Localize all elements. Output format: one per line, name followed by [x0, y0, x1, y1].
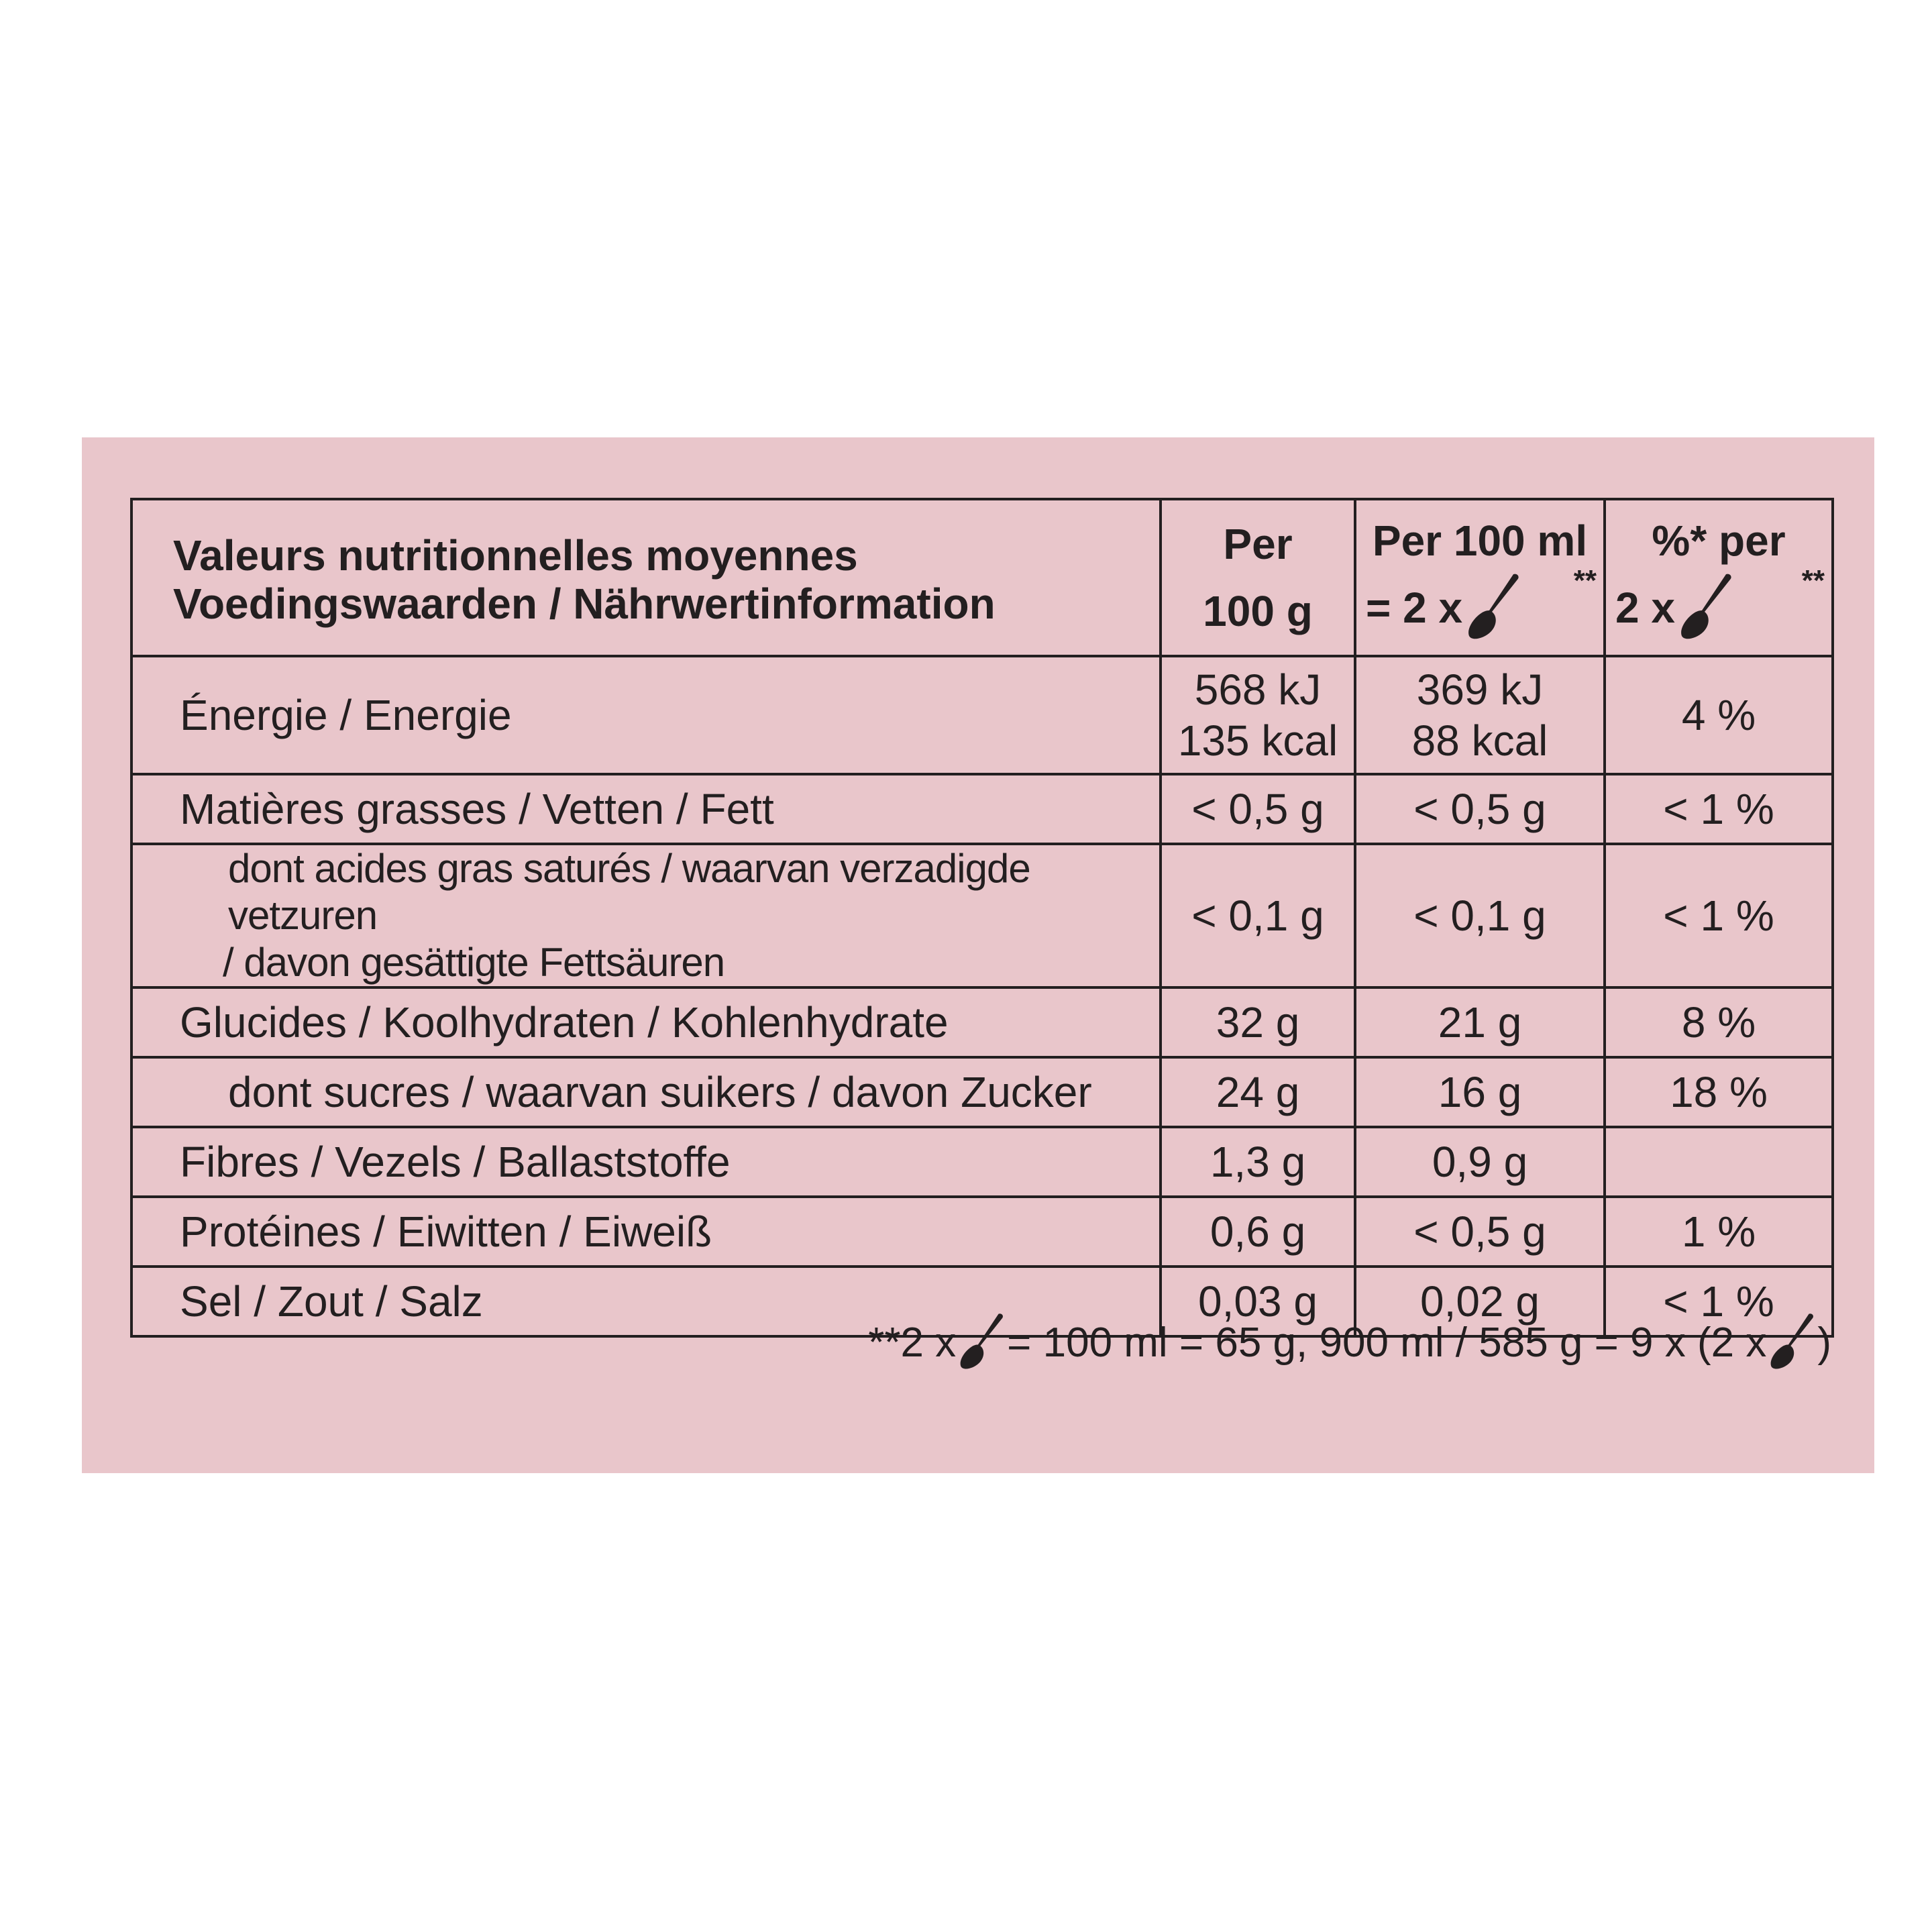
protein-per-100ml: < 0,5 g	[1355, 1197, 1605, 1267]
col2-line2	[1356, 564, 1603, 648]
carbs-per-100g: 32 g	[1161, 987, 1355, 1057]
col1-line2: 100 g	[1203, 587, 1313, 635]
spoon-icon	[1466, 572, 1520, 645]
column-header-per-100g	[1161, 499, 1355, 656]
row-label-energy: Énergie / Energie	[131, 656, 1161, 774]
energy-per-100ml-kj: 369 kJ	[1416, 665, 1544, 714]
table-row	[131, 656, 1833, 774]
row-label-fat: Matières grasses / Vetten / Fett	[131, 774, 1161, 844]
col1-line1: Per	[1223, 520, 1293, 568]
saturated-label-line2: / davon gesättigte Fettsäuren	[223, 940, 725, 985]
table-header-row	[131, 499, 1833, 656]
saturated-label-line1: dont acides gras saturés / waarvan verzadigde vetzuren	[228, 846, 1030, 938]
col3-double-asterisk: **	[1801, 564, 1825, 597]
row-label-protein: Protéines / Eiwitten / Eiweiß	[131, 1197, 1161, 1267]
fat-per-100ml: < 0,5 g	[1355, 774, 1605, 844]
carbs-per-100ml: 21 g	[1355, 987, 1605, 1057]
col2-double-asterisk: **	[1573, 564, 1597, 597]
spoon-icon	[1769, 1309, 1815, 1377]
col3-line1: %* per	[1652, 516, 1786, 565]
energy-per-100g	[1161, 656, 1355, 774]
serving-footnote	[868, 1309, 1831, 1377]
protein-per-100g: 0,6 g	[1161, 1197, 1355, 1267]
table-row	[131, 1057, 1833, 1127]
sugars-percent: 18 %	[1605, 1057, 1833, 1127]
title-line-fr: Valeurs nutritionnelles moyennes	[173, 531, 858, 580]
column-header-percent	[1605, 499, 1833, 656]
spoon-icon	[959, 1309, 1004, 1377]
table-row	[131, 774, 1833, 844]
col3-line2-text: 2 x	[1615, 583, 1675, 632]
nutrition-panel	[82, 437, 1874, 1473]
carbs-percent: 8 %	[1605, 987, 1833, 1057]
col2-line2-text: = 2 x	[1366, 583, 1463, 632]
salt-per-100ml: 0,02 g	[1355, 1267, 1605, 1336]
fibre-percent	[1605, 1127, 1833, 1197]
table-title	[131, 499, 1161, 656]
footnote-part3: )	[1817, 1320, 1831, 1366]
energy-per-100g-kcal: 135 kcal	[1177, 716, 1338, 765]
spoon-icon	[1679, 572, 1733, 645]
table-row	[131, 1197, 1833, 1267]
energy-per-100g-kj: 568 kJ	[1194, 665, 1322, 714]
saturated-percent: < 1 %	[1605, 844, 1833, 987]
row-label-carbohydrates: Glucides / Koolhydraten / Kohlenhydrate	[131, 987, 1161, 1057]
fat-per-100g: < 0,5 g	[1161, 774, 1355, 844]
footnote-part1: **2 x	[868, 1320, 957, 1366]
fibre-per-100ml: 0,9 g	[1355, 1127, 1605, 1197]
col2-line1: Per 100 ml	[1372, 516, 1588, 565]
energy-percent: 4 %	[1605, 656, 1833, 774]
salt-percent: < 1 %	[1605, 1267, 1833, 1336]
fibre-per-100g: 1,3 g	[1161, 1127, 1355, 1197]
fat-percent: < 1 %	[1605, 774, 1833, 844]
col3-line2	[1606, 564, 1831, 648]
table-row	[131, 987, 1833, 1057]
footnote-part2: = 100 ml = 65 g, 900 ml / 585 g = 9 x (2 x	[1007, 1320, 1767, 1366]
sugars-per-100g: 24 g	[1161, 1057, 1355, 1127]
row-label-salt: Sel / Zout / Salz	[131, 1267, 1161, 1336]
row-label-fibre: Fibres / Vezels / Ballaststoffe	[131, 1127, 1161, 1197]
energy-per-100ml	[1355, 656, 1605, 774]
salt-per-100g: 0,03 g	[1161, 1267, 1355, 1336]
sugars-per-100ml: 16 g	[1355, 1057, 1605, 1127]
table-row	[131, 844, 1833, 987]
column-header-per-100ml	[1355, 499, 1605, 656]
protein-percent: 1 %	[1605, 1197, 1833, 1267]
saturated-per-100g: < 0,1 g	[1161, 844, 1355, 987]
row-label-sugars: dont sucres / waarvan suikers / davon Zucker	[131, 1057, 1161, 1127]
nutrition-table	[130, 498, 1834, 1338]
table-row	[131, 1127, 1833, 1197]
saturated-per-100ml: < 0,1 g	[1355, 844, 1605, 987]
energy-per-100ml-kcal: 88 kcal	[1411, 716, 1548, 765]
title-line-nl-de: Voedingswaarden / Nährwertinformation	[173, 580, 996, 628]
row-label-saturated-fat	[131, 844, 1161, 987]
